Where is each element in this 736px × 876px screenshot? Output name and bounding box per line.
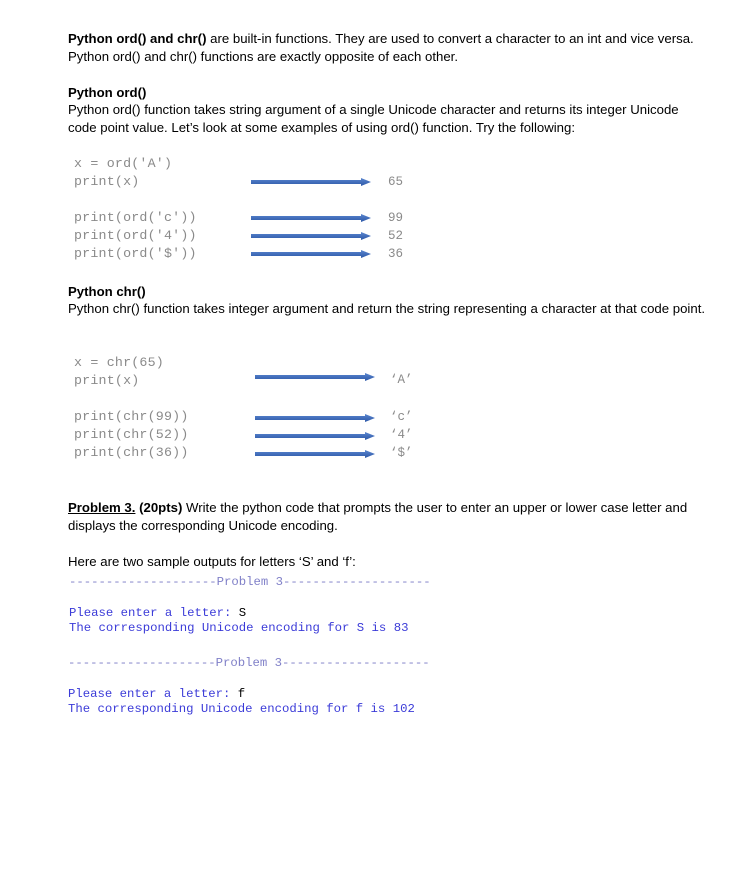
code-line: print(ord('c')) <box>74 210 197 225</box>
output-line: ‘c’ <box>390 410 413 424</box>
samples-intro: Here are two sample outputs for letters ‘S’ and ‘f’: <box>68 554 356 569</box>
code-line: x = chr(65) <box>74 355 164 370</box>
console-prompt: Please enter a letter: <box>69 605 239 620</box>
chr-description: Python chr() function takes integer argument and return the string representing a character at that code point. <box>68 301 706 316</box>
ord-description: Python ord() function takes string argument of a single Unicode character and returns its integer Unicode code point value. Let’s look at some examples of using ord() function. Try the following: <box>68 102 679 135</box>
arrow-icon <box>251 214 371 222</box>
console-divider: --------------------Problem 3-------------------- <box>68 656 430 670</box>
ord-output-1: 65 <box>388 175 404 189</box>
code-line: print(x) <box>74 174 140 189</box>
chr-output-1: ‘A’ <box>390 373 413 387</box>
ord-heading: Python ord() <box>68 85 147 100</box>
output-line: 52 <box>388 229 404 243</box>
console-input: f <box>237 686 246 701</box>
code-line: print(ord('4')) <box>74 228 197 243</box>
output-line: 36 <box>388 247 404 261</box>
console-divider: --------------------Problem 3-------------------- <box>69 575 431 589</box>
sample-output-1 <box>69 575 431 637</box>
intro-text: are built-in functions. They are used to convert a character to an int and vice versa. Python ord() and chr() functions are exactly opposite of each other. <box>68 31 694 64</box>
intro-paragraph <box>68 30 708 65</box>
code-line: print(chr(99)) <box>74 409 189 424</box>
ord-code-block-2 <box>74 209 197 263</box>
output-line: ‘$’ <box>390 446 413 460</box>
console-prompt: Please enter a letter: <box>68 686 238 701</box>
arrow-icon <box>251 250 371 258</box>
sample-output-2 <box>68 656 430 718</box>
console-result: The corresponding Unicode encoding for S is 83 <box>69 621 409 635</box>
chr-code-block-1 <box>74 354 164 390</box>
console-result: The corresponding Unicode encoding for f is 102 <box>68 702 415 716</box>
arrow-icon <box>255 373 375 381</box>
arrow-icon <box>251 178 371 186</box>
problem-statement <box>68 499 708 534</box>
output-line: 99 <box>388 211 404 225</box>
console-input: S <box>238 605 247 620</box>
code-line: print(x) <box>74 373 140 388</box>
problem-points: (20pts) <box>135 500 183 515</box>
code-line: x = ord('A') <box>74 156 173 171</box>
output-line: ‘4’ <box>390 428 413 442</box>
intro-bold: Python ord() and chr() <box>68 31 207 46</box>
code-line: print(chr(52)) <box>74 427 189 442</box>
chr-output-2 <box>390 408 413 462</box>
arrow-icon <box>251 232 371 240</box>
arrow-icon <box>255 432 375 440</box>
chr-heading: Python chr() <box>68 284 146 299</box>
problem-text: Write the python code that prompts the user to enter an upper or lower case letter and displays the corresponding Unicode encoding. <box>68 500 688 533</box>
ord-code-block-1 <box>74 155 172 191</box>
arrow-icon <box>255 450 375 458</box>
chr-code-block-2 <box>74 408 189 462</box>
arrow-icon <box>255 414 375 422</box>
code-line: print(ord('$')) <box>74 246 197 261</box>
problem-label: Problem 3. <box>68 500 136 515</box>
code-line: print(chr(36)) <box>74 445 189 460</box>
ord-output-2 <box>388 209 403 263</box>
